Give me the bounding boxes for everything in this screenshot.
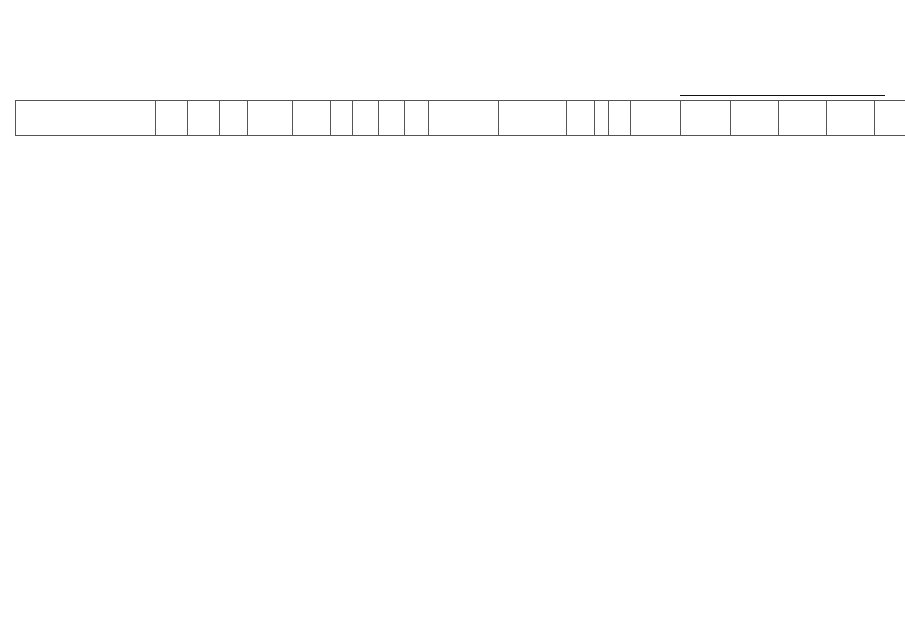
column-header bbox=[379, 101, 405, 136]
column-header bbox=[405, 101, 429, 136]
column-header bbox=[353, 101, 379, 136]
column-header bbox=[156, 101, 188, 136]
column-header bbox=[188, 101, 220, 136]
column-header bbox=[293, 101, 331, 136]
column-header bbox=[875, 101, 905, 136]
column-header bbox=[779, 101, 827, 136]
column-header bbox=[827, 101, 875, 136]
column-header bbox=[567, 101, 595, 136]
column-header bbox=[429, 101, 499, 136]
column-header bbox=[731, 101, 779, 136]
column-header bbox=[248, 101, 293, 136]
column-header bbox=[609, 101, 631, 136]
column-header bbox=[16, 101, 156, 136]
column-header bbox=[681, 101, 731, 136]
column-header bbox=[595, 101, 609, 136]
column-header bbox=[631, 101, 681, 136]
table-header bbox=[16, 101, 905, 136]
financing-title bbox=[680, 95, 885, 96]
projects-table bbox=[15, 100, 905, 136]
column-header bbox=[331, 101, 353, 136]
column-header bbox=[220, 101, 248, 136]
column-header bbox=[499, 101, 567, 136]
